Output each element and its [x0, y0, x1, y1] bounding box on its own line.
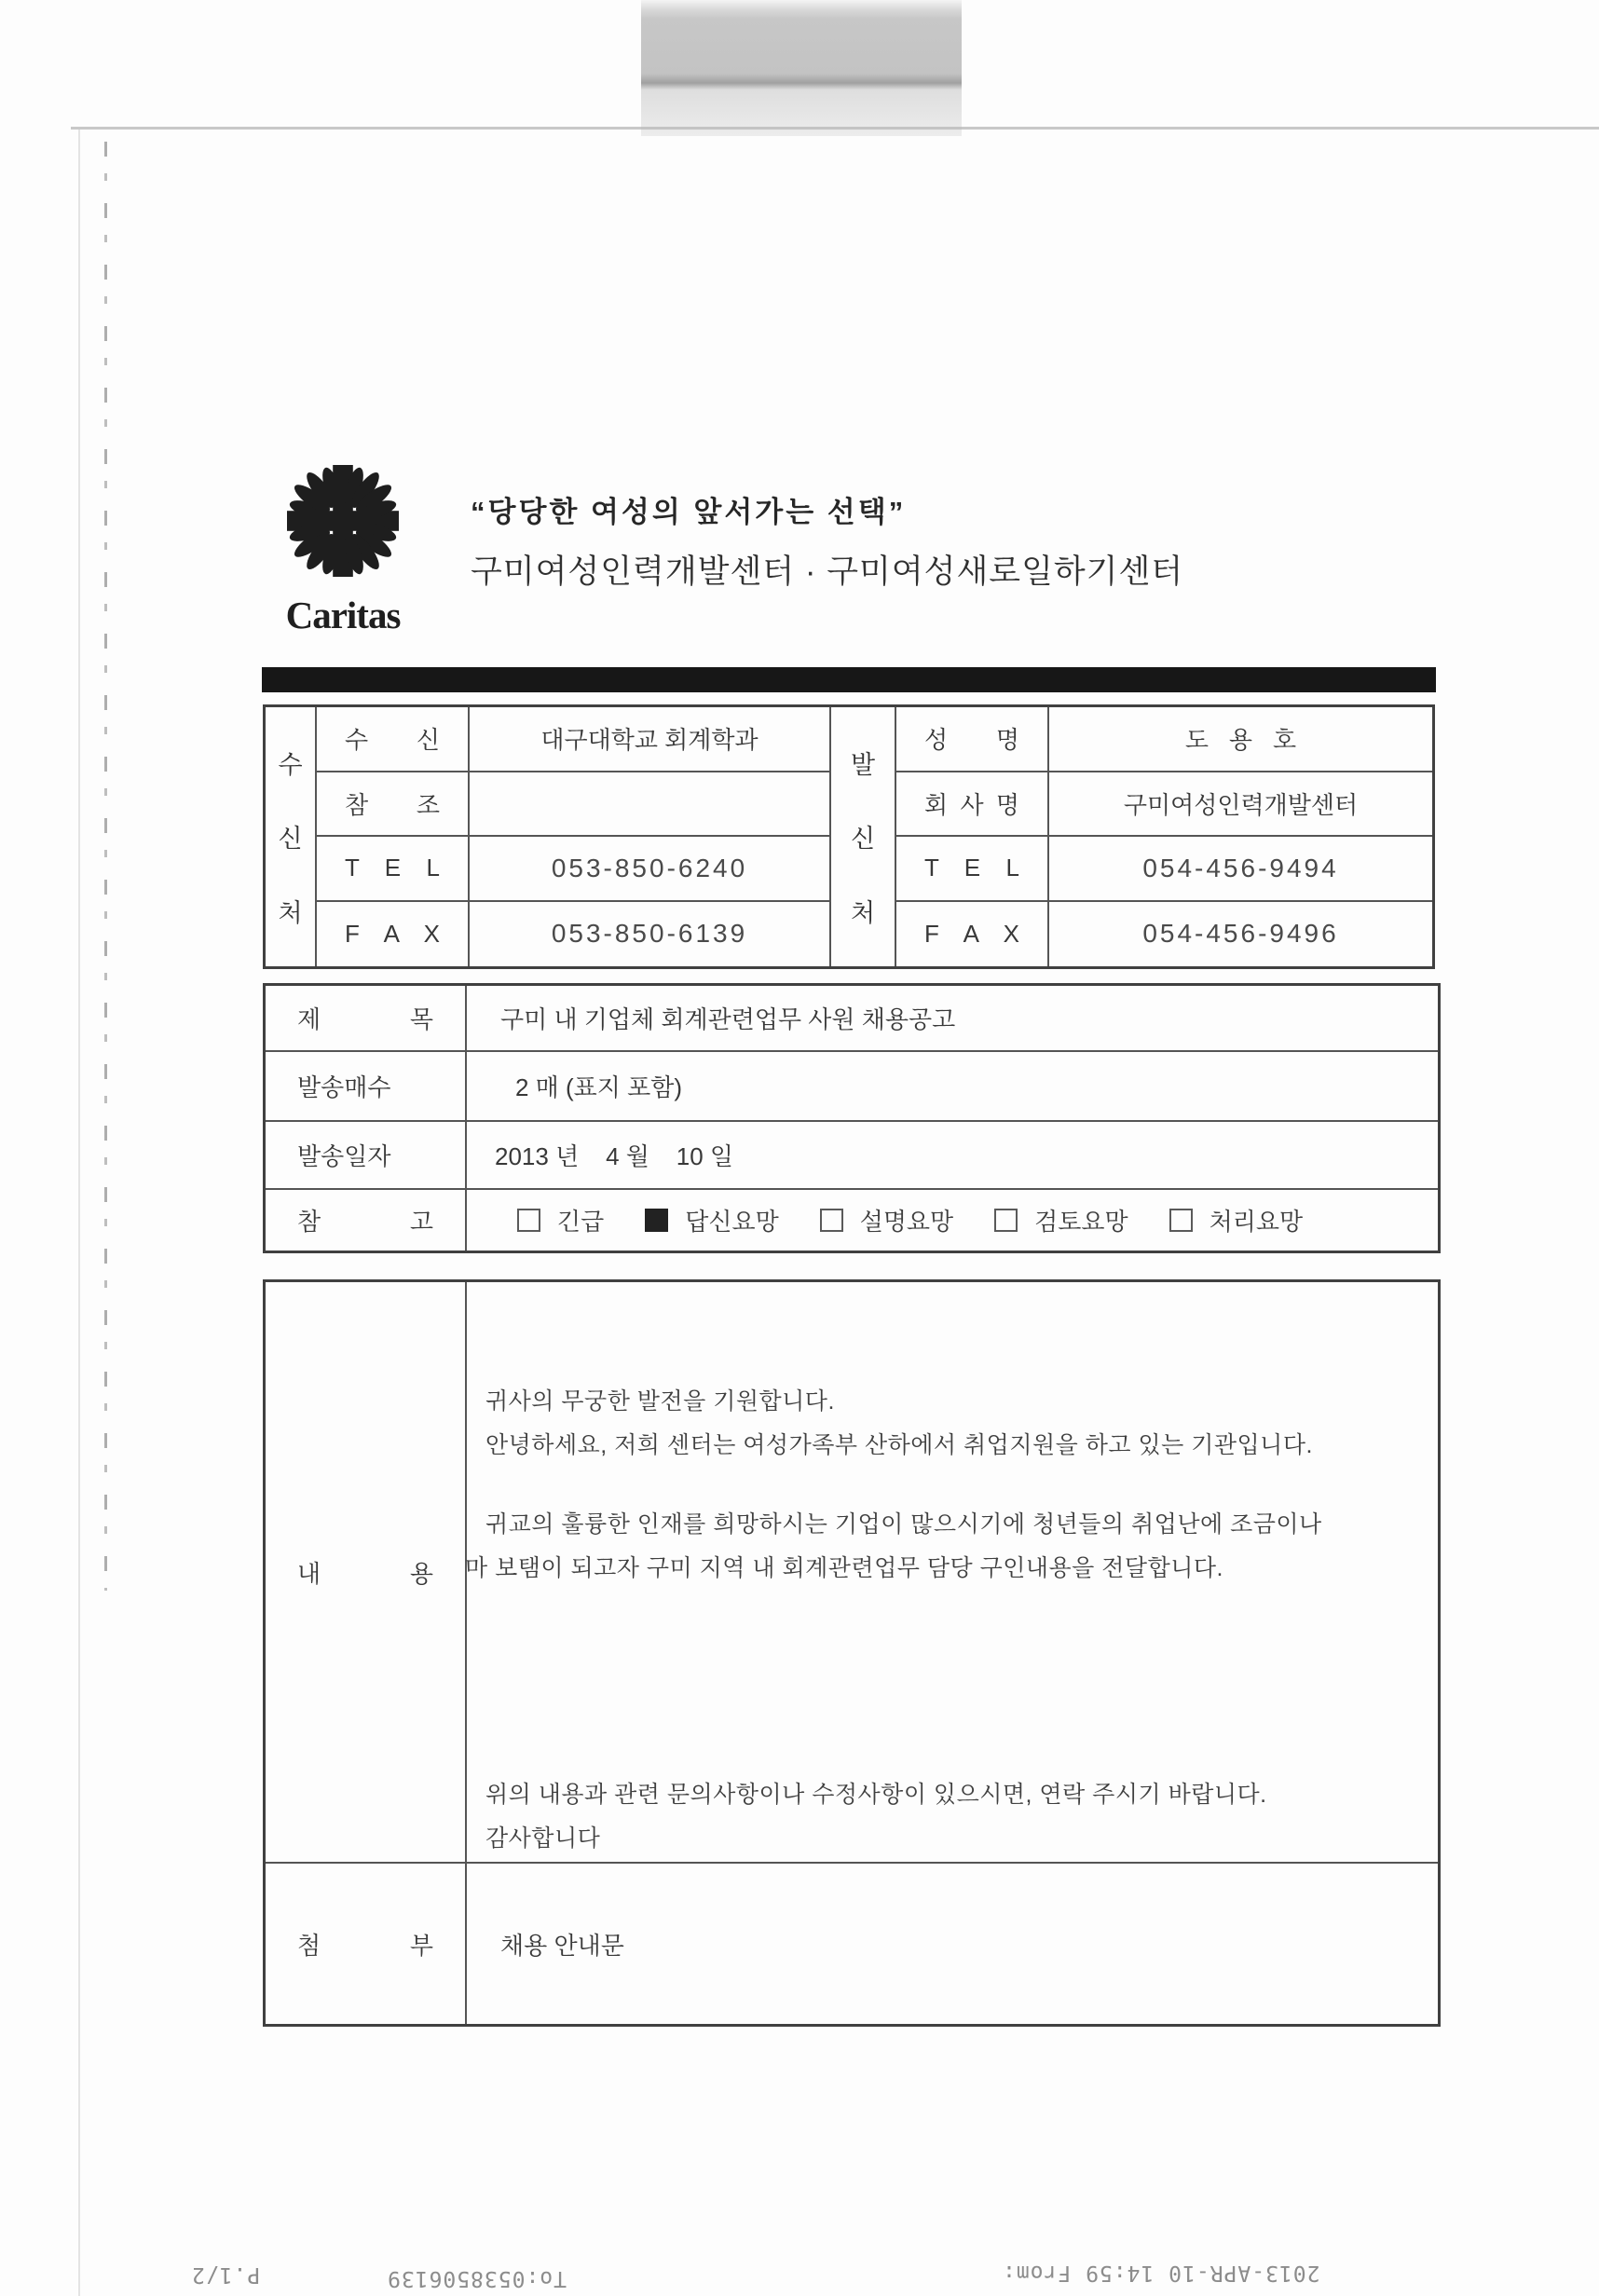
recipient-fax-label: F A X: [317, 902, 470, 967]
recipient-group-label: 수 신 처: [266, 707, 317, 966]
date-label: 발송일자: [266, 1122, 467, 1190]
attachment-label: 첨 부: [266, 1864, 467, 2024]
checkbox-icon: [820, 1209, 843, 1232]
date-value: 2013 년 4 월 10 일: [467, 1122, 1438, 1190]
checkbox-icon: [645, 1209, 668, 1232]
checkbox-label: 검토요망: [1034, 1208, 1128, 1236]
body-content: [467, 1282, 1438, 1864]
checkbox-reply-requested: [645, 1203, 778, 1237]
body-line: 마 보탬이 되고자 구미 지역 내 회계관련업무 담당 구인내용을 전달합니다.: [465, 1555, 1223, 1581]
sender-company-label: 회 사 명: [896, 772, 1049, 838]
scan-dashed-line-artifact: [104, 142, 107, 1591]
recipient-tel-label: T E L: [317, 837, 470, 902]
recipient-fax-value: 053-850-6139: [470, 902, 831, 967]
sender-tel-label: T E L: [896, 837, 1049, 902]
divider-bar: [262, 667, 1436, 692]
recipient-cc-label: 참 조: [317, 772, 470, 838]
caritas-logo-icon: [276, 451, 410, 591]
checkbox-handling-requested: [1169, 1203, 1303, 1237]
recipient-to-label: 수 신: [317, 707, 470, 772]
subject-label: 제 목: [266, 986, 467, 1052]
sender-company-value: 구미여성인력개발센터: [1049, 772, 1432, 838]
pages-value: 2 매 (표지 포함): [467, 1052, 1438, 1122]
attachment-value: 채용 안내문: [500, 1931, 624, 1960]
body-line: 위의 내용과 관련 문의사항이나 수정사항이 있으시면, 연락 주시기 바랍니다.: [485, 1782, 1267, 1808]
body-line: 귀사의 무궁한 발전을 기원합니다.: [485, 1388, 835, 1414]
body-line: 귀교의 훌륭한 인재를 희망하시는 기업이 많으시기에 청년들의 취업난에 조금이나: [485, 1511, 1322, 1538]
sender-name-label: 성 명: [896, 707, 1049, 772]
checkbox-icon: [1169, 1209, 1193, 1232]
checkbox-icon: [994, 1209, 1018, 1232]
paper-edge-shadow: [71, 127, 1599, 130]
checkbox-label: 처리요망: [1209, 1208, 1304, 1236]
fax-to-number: To:0538506139: [387, 2266, 567, 2290]
recipient-to-value: 대구대학교 회계학과: [470, 707, 831, 772]
recipient-cc-value: [470, 772, 831, 838]
checkbox-icon: [517, 1209, 540, 1232]
caritas-wordmark: Caritas: [285, 594, 401, 636]
fax-body-table: [263, 1279, 1441, 2027]
sender-tel-value: 054-456-9494: [1049, 837, 1432, 902]
checkbox-urgent: [517, 1203, 604, 1237]
fax-timestamp-from: 2013-APR-10 14:59 From:: [1002, 2261, 1320, 2285]
checkbox-label: 답신요망: [685, 1208, 779, 1236]
paper-left-edge: [78, 130, 80, 2296]
body-line: 감사합니다: [485, 1825, 601, 1852]
recipient-tel-value: 053-850-6240: [470, 837, 831, 902]
sender-group-label: 발 신 처: [831, 707, 896, 966]
body-label: 내 용: [266, 1282, 467, 1864]
sender-fax-label: F A X: [896, 902, 1049, 967]
sender-name-value: 도용호: [1049, 707, 1432, 772]
reference-label: 참 고: [266, 1190, 467, 1250]
body-line: 안녕하세요, 저희 센터는 여성가족부 산하에서 취업지원을 하고 있는 기관입니다.: [485, 1432, 1313, 1458]
checkbox-review-requested: [994, 1203, 1128, 1237]
scanner-edge-artifact: [641, 0, 962, 136]
fax-parties-table: [263, 704, 1435, 969]
reference-checkbox-row: [467, 1190, 1438, 1250]
checkbox-explanation-requested: [820, 1203, 953, 1237]
checkbox-label: 설명요망: [859, 1208, 954, 1236]
pages-label: 발송매수: [266, 1052, 467, 1122]
fax-meta-table: [263, 983, 1441, 1253]
organization-names: 구미여성인력개발센터 · 구미여성새로일하기센터: [471, 554, 1184, 590]
fax-page-number: P.1/2: [191, 2262, 261, 2287]
subject-value: 구미 내 기업체 회계관련업무 사원 채용공고: [467, 986, 1438, 1052]
slogan-text: “당당한 여성의 앞서가는 선택”: [471, 496, 907, 528]
sender-fax-value: 054-456-9496: [1142, 919, 1339, 949]
checkbox-label: 긴급: [557, 1208, 605, 1236]
